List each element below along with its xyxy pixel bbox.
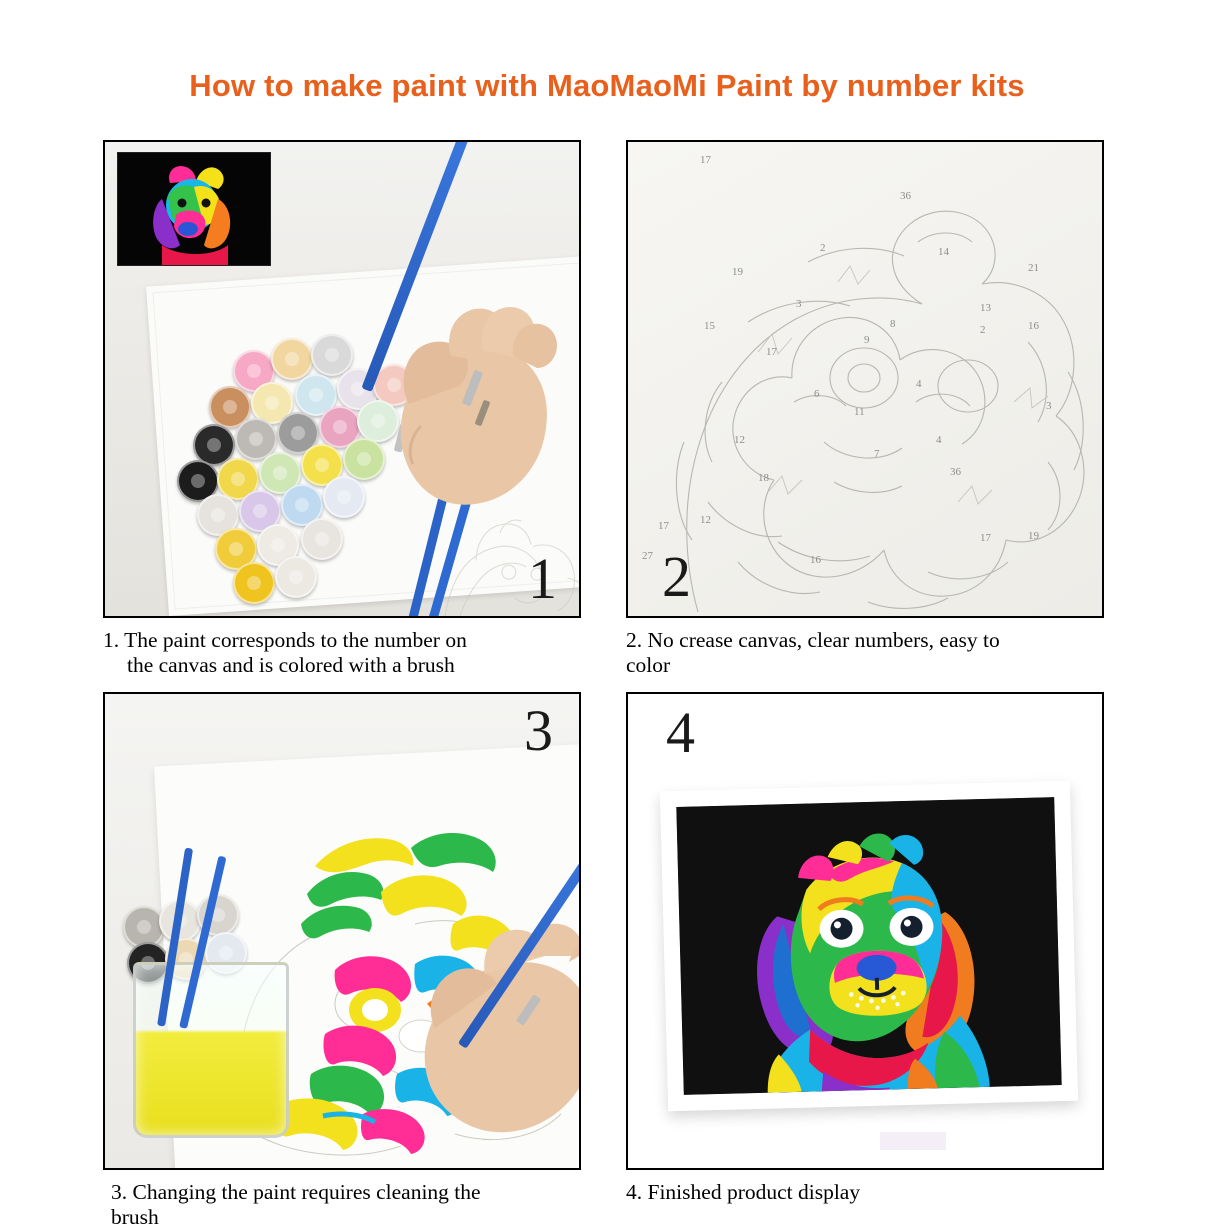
step-1-image xyxy=(103,140,581,618)
step-card-3 xyxy=(103,692,581,1231)
step-3-caption-line-2: brush xyxy=(111,1205,159,1230)
step-badge-3: 3 xyxy=(524,698,553,763)
canvas-number: 17 xyxy=(980,532,991,544)
step-2-outline-drawing xyxy=(628,142,1102,616)
canvas-number: 15 xyxy=(704,320,715,332)
step-2-caption-line-1: 2. No crease canvas, clear numbers, easy to xyxy=(626,628,1000,652)
step-card-1 xyxy=(103,140,581,679)
step-badge-4: 4 xyxy=(666,700,695,765)
step-1-caption xyxy=(103,628,581,679)
canvas-number: 19 xyxy=(1028,530,1039,542)
hand-holding-brush xyxy=(333,190,581,510)
step-2-caption xyxy=(626,628,1104,679)
page-title: How to make paint with MaoMaoMi Paint by number kits xyxy=(189,68,1025,103)
canvas-number: 17 xyxy=(766,346,777,358)
canvas-number: 19 xyxy=(732,266,743,278)
canvas-number: 2 xyxy=(820,242,826,254)
step-4-caption-line-1: 4. Finished product display xyxy=(626,1180,861,1204)
steps-grid xyxy=(103,140,1113,1230)
finished-painting-art xyxy=(676,797,1061,1095)
canvas-number: 12 xyxy=(700,514,711,526)
canvas-number: 13 xyxy=(980,302,991,314)
paint-pot xyxy=(275,556,317,598)
finished-painting-frame xyxy=(660,781,1078,1112)
canvas-number: 17 xyxy=(658,520,669,532)
step-3-image xyxy=(103,692,581,1170)
canvas-number: 3 xyxy=(1046,400,1052,412)
canvas-number: 3 xyxy=(796,298,802,310)
paint-pot xyxy=(233,562,275,604)
canvas-number: 11 xyxy=(854,406,865,418)
canvas-number: 17 xyxy=(700,154,711,166)
canvas-number: 4 xyxy=(936,434,942,446)
canvas-number: 21 xyxy=(1028,262,1039,274)
canvas-number: 18 xyxy=(758,472,769,484)
paint-pot xyxy=(301,518,343,560)
step-4-caption xyxy=(626,1180,1104,1205)
hand-holding-brush-step3 xyxy=(377,852,581,1142)
canvas-number: 36 xyxy=(900,190,911,202)
canvas-number: 16 xyxy=(1028,320,1039,332)
step-2-image xyxy=(626,140,1104,618)
step-card-2 xyxy=(626,140,1104,679)
canvas-number: 7 xyxy=(874,448,880,460)
canvas-number: 12 xyxy=(734,434,745,446)
water-glass xyxy=(133,962,289,1138)
canvas-number: 9 xyxy=(864,334,870,346)
canvas-number: 14 xyxy=(938,246,949,258)
canvas-number: 8 xyxy=(890,318,896,330)
step-4-image xyxy=(626,692,1104,1170)
step-1-caption-line-1: 1. The paint corresponds to the number on xyxy=(103,628,467,652)
caption-highlight xyxy=(880,1132,946,1150)
step-badge-1: 1 xyxy=(528,546,557,611)
step-card-4 xyxy=(626,692,1104,1205)
step-1-caption-line-2: the canvas and is colored with a brush xyxy=(127,653,455,678)
step-3-caption-line-1: 3. Changing the paint requires cleaning the xyxy=(111,1180,481,1204)
canvas-number: 4 xyxy=(916,378,922,390)
step-2-caption-line-2: color xyxy=(626,653,671,678)
paint-pot xyxy=(271,338,313,380)
step-3-caption xyxy=(103,1180,581,1231)
canvas-number: 6 xyxy=(814,388,820,400)
canvas-number: 2 xyxy=(980,324,986,336)
step-badge-2: 2 xyxy=(662,544,691,609)
canvas-number: 36 xyxy=(950,466,961,478)
reference-thumbnail xyxy=(117,152,271,266)
canvas-number: 16 xyxy=(810,554,821,566)
canvas-number: 27 xyxy=(642,550,653,562)
